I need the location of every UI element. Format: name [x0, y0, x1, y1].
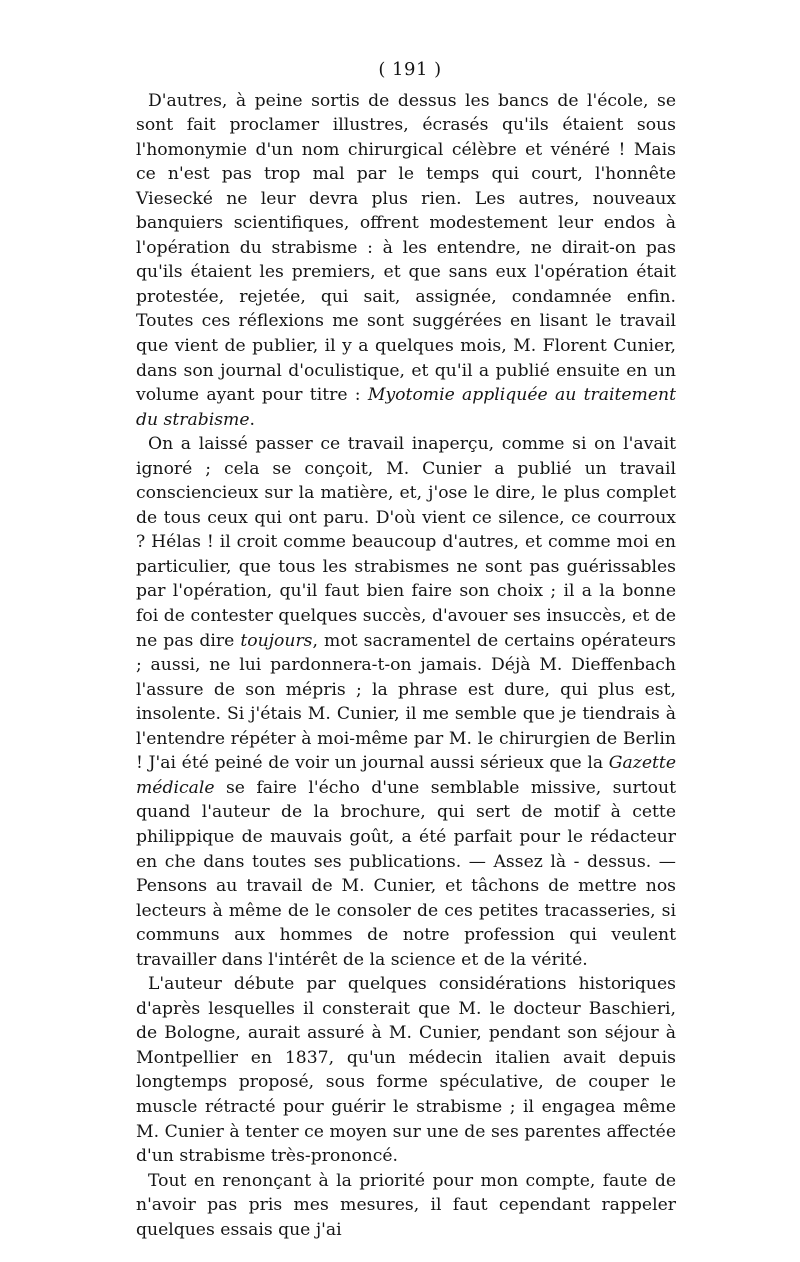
- paragraph-3: L'auteur débute par quelques considérations historiques d'après lesquelles il consterait que M. le docteur Baschieri, de Bologne, aurait assuré à M. Cunier, pendant son séjour à Montpellier en 1837, qu'un médecin italien avait depuis longtemps proposé, sous forme spéculative, de couper le muscle rétracté pour guérir le strabisme ; il engagea même M. Cunier à tenter ce moyen sur une de ses parentes affectée d'un strabisme très-prononcé.: [136, 974, 676, 1167]
- paragraph-2-text-b: , mot sacramentel de certains opérateurs ; aussi, ne lui pardonnera-t-on jamais. Déjà M. Dieffenbach l'assure de son mépris ; la phrase est dure, qui plus est, insolente. Si j'étais M. Cunier, il me semble que je tiendrais à l'entendre répéter à moi-même par M. le chirurgien de Berlin ! J'ai été peiné de voir un journal aussi sérieux que la: [136, 630, 676, 774]
- paragraph-2-italic-word: toujours: [240, 630, 313, 651]
- paragraph-2-journal-title: Gazette médicale: [136, 753, 676, 798]
- paragraph-1-end: .: [249, 409, 255, 430]
- paragraph-2: [136, 432, 676, 972]
- paragraph-1-book-title: Myotomie appliquée au traitement du strabisme: [136, 385, 677, 430]
- paragraph-1: [136, 89, 676, 433]
- paragraph-2-text-c: se faire l'écho d'une semblable missive, surtout quand l'auteur de la brochure, qui sert de motif à cette philippique de mauvais goût, a été parfait pour le rédacteur en che dans toutes ses publications. — Assez là - dessus. — Pensons au travail de M. Cunier, et tâchons de mettre nos lecteurs à même de le consoler de ces petites tracasseries, si communs aux hommes de notre profession qui veulent travailler dans l'intérêt de la science et de la vérité.: [136, 777, 676, 970]
- paragraph-2-text-a: On a laissé passer ce travail inaperçu, comme si on l'avait ignoré ; cela se conçoit, M. Cunier a publié un travail consciencieux sur la matière, et, j'ose le dire, le plus complet de tous ceux qui ont paru. D'où vient ce silence, ce courroux ? Hélas ! il croit comme beaucoup d'autres, et comme moi en particulier, que tous les strabismes ne sont pas guérissables par l'opération, qu'il faut bien faire son choix ; il a la bonne foi de contester quelques succès, d'avouer ses insuccès, et de ne pas dire: [136, 434, 676, 651]
- paragraph-1-text: D'autres, à peine sortis de dessus les bancs de l'école, se sont fait proclamer illustres, écrasés qu'ils étaient sous l'homonymie d'un nom chirurgical célèbre et vénéré ! Mais ce n'est pas trop mal par le temps qui court, l'honnête Viesecké ne leur devra plus rien. Les autres, nouveaux banquiers scientifiques, offrent modestement leur endos à l'opération du strabisme : à les entendre, ne dirait-on pas qu'ils étaient les premiers, et que sans eux l'opération était protestée, rejetée, qui sait, assignée, condamnée enfin. Toutes ces réflexions me sont suggérées en lisant le travail que vient de publier, il y a quelques mois, M. Florent Cunier, dans son journal d'oculistique, et qu'il a publié ensuite en un volume ayant pour titre :: [136, 90, 676, 406]
- page-number: ( 191 ): [378, 59, 442, 80]
- book-page: [136, 58, 676, 1242]
- paragraph-4: Tout en renonçant à la priorité pour mon compte, faute de n'avoir pas pris mes mesures, il faut cependant rappeler quelques essais que j'ai: [136, 1170, 676, 1240]
